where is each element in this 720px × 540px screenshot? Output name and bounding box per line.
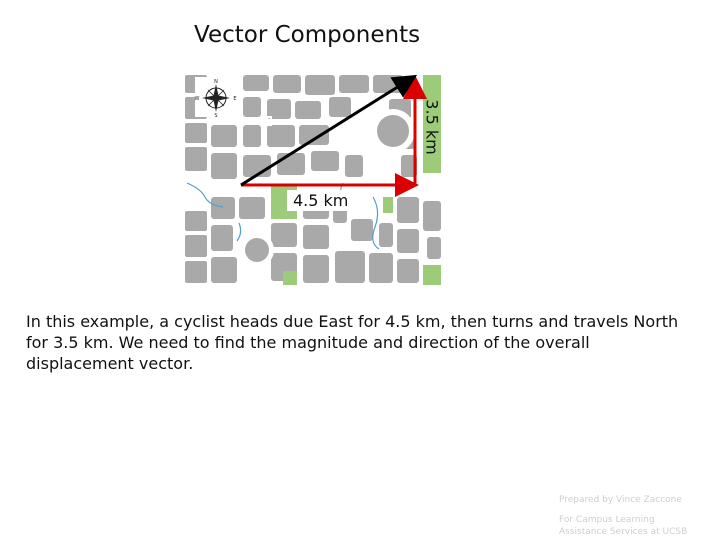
credit-organization-line2: Assistance Services at UCSB (559, 527, 688, 537)
compass-east-label: E (233, 96, 237, 102)
compass-north-label: N (214, 79, 218, 85)
compass-south-label: S (214, 113, 218, 119)
slide-title: Vector Components (194, 22, 421, 48)
compass-west-label: W (194, 96, 200, 102)
east-distance-label: 4.5 km (287, 190, 354, 211)
credit-organization (559, 514, 687, 538)
city-map (183, 73, 441, 285)
credit-organization-line1: For Campus Learning (559, 515, 655, 525)
credit-author: Prepared by Vince Zaccone (559, 495, 682, 505)
problem-statement: In this example, a cyclist heads due East for 4.5 km, then turns and travels North for 3.5 km. We need to find the magnitude and direction of the overall displacement vector. (26, 312, 679, 373)
north-distance-label: 3.5 km (422, 99, 442, 155)
